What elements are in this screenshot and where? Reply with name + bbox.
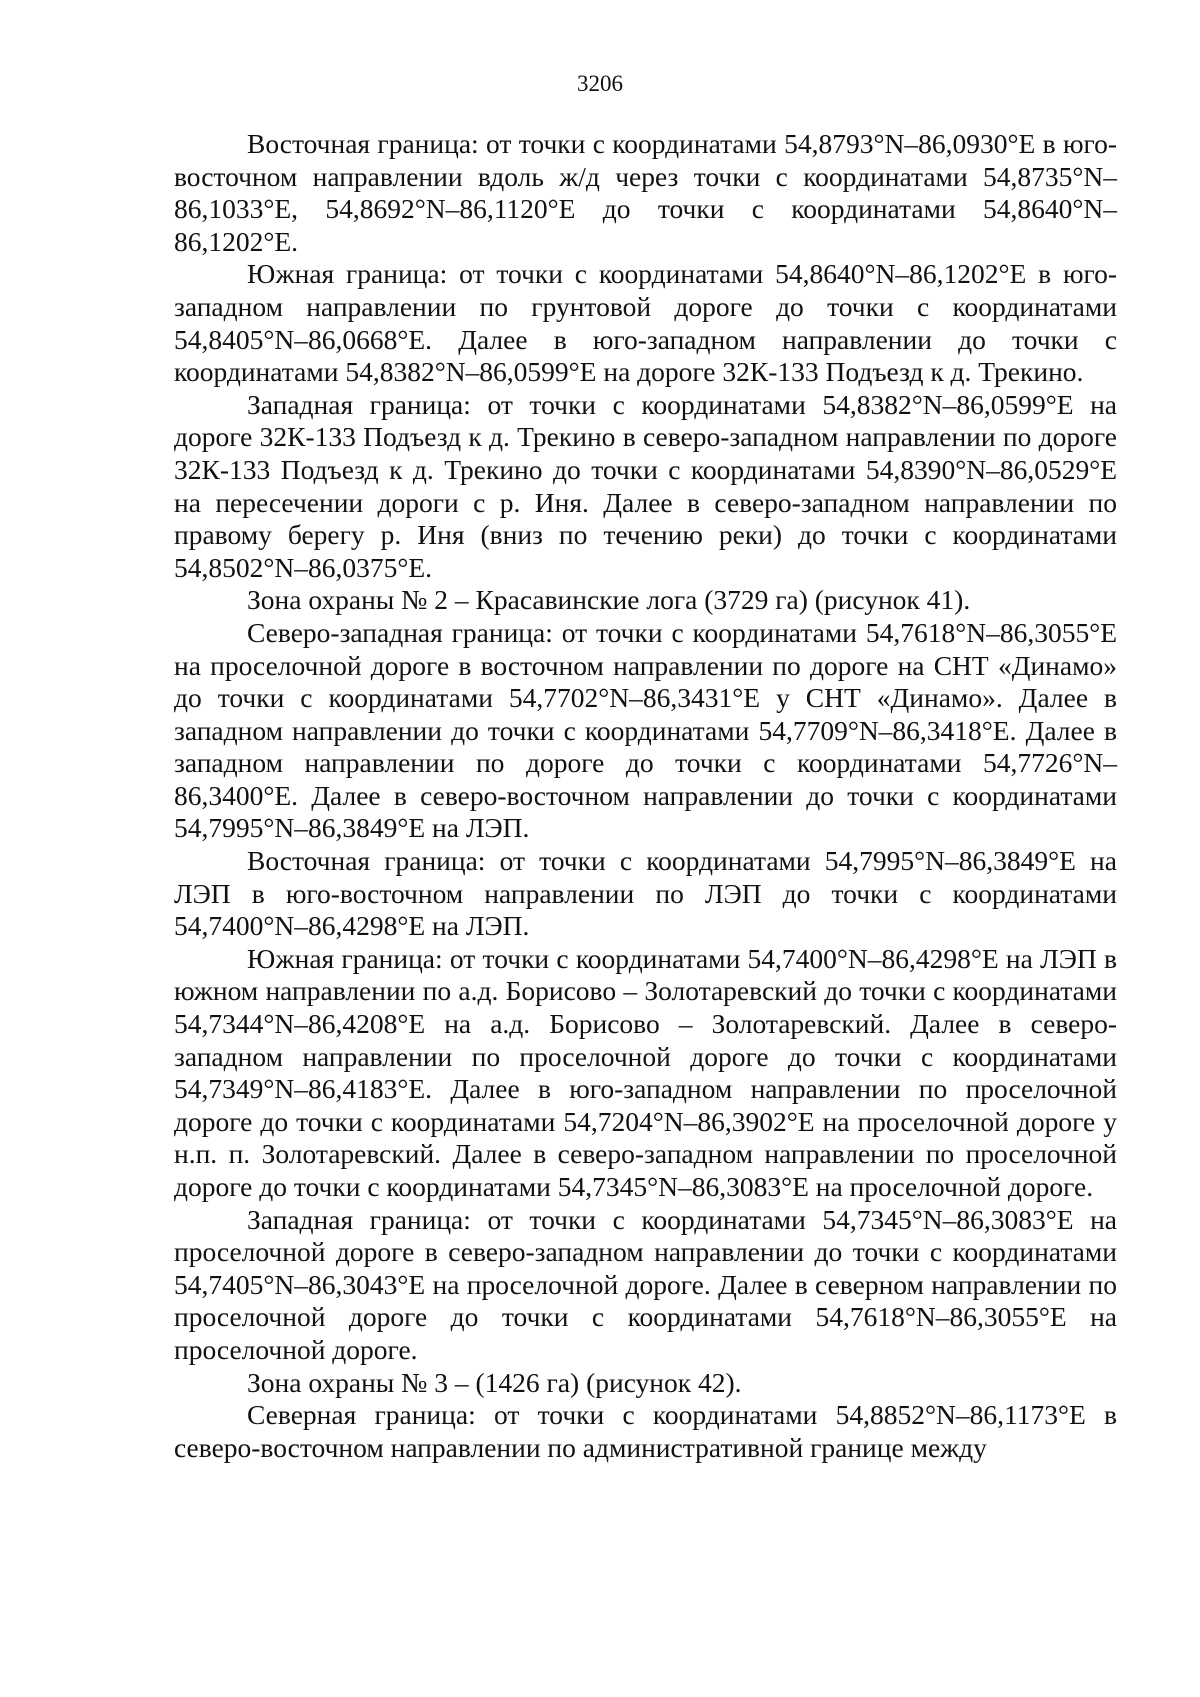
document-body (174, 128, 1117, 1464)
paragraph-north-border-zone-3: Северная граница: от точки с координатами 54,8852°N–86,1173°E в северо-восточном направлении по административной границе между (174, 1399, 1117, 1463)
heading-protection-zone-2: Зона охраны № 2 – Красавинские лога (3729 га) (рисунок 41). (247, 584, 971, 616)
heading-protection-zone-3: Зона охраны № 3 – (1426 га) (рисунок 42). (247, 1366, 742, 1398)
page-number: 3206 (577, 71, 623, 96)
paragraph-west-border-zone-1: Западная граница: от точки с координатами 54,8382°N–86,0599°E на дороге 32К-133 Подъезд к д. Трекино в северо-западном направлении по дороге 32К-133 Подъезд к д. Трекино до точки с координатами 54,8390°N–86,0529°E на пересечении дороги с р. Иня. Далее в северо-западном направлении по правому берегу р. Иня (вниз по течению реки) до точки с координатами 54,8502°N–86,0375°E. (174, 388, 1117, 583)
paragraph-east-border-zone-2: Восточная граница: от точки с координатами 54,7995°N–86,3849°E на ЛЭП в юго-восточном направлении по ЛЭП до точки с координатами 54,7400°N–86,4298°E на ЛЭП. (174, 845, 1117, 942)
paragraph-northwest-border-zone-2: Северо-западная граница: от точки с координатами 54,7618°N–86,3055°E на проселочной дороге в восточном направлении по дороге на СНТ «Динамо» до точки с координатами 54,7702°N–86,3431°E у СНТ «Динамо». Далее в западном направлении до точки с координатами 54,7709°N–86,3418°E. Далее в западном направлении по дороге до точки с координатами 54,7726°N–86,3400°E. Далее в северо-восточном направлении до точки с координатами 54,7995°N–86,3849°E на ЛЭП. (174, 616, 1117, 844)
paragraph-south-border-zone-2: Южная граница: от точки с координатами 54,7400°N–86,4298°E на ЛЭП в южном направлении по а.д. Борисово – Золотаревский до точки с координатами 54,7344°N–86,4208°E на а.д. Борисово – Золотаревский. Далее в северо-западном направлении по проселочной дороге до точки с координатами 54,7349°N–86,4183°E. Далее в юго-западном направлении по проселочной дороге до точки с координатами 54,7204°N–86,3902°E на проселочной дороге у н.п. п. Золотаревский. Далее в северо-западном направлении по проселочной дороге до точки с координатами 54,7345°N–86,3083°E на проселочной дороге. (174, 942, 1117, 1202)
paragraph-west-border-zone-2: Западная граница: от точки с координатами 54,7345°N–86,3083°E на проселочной дороге в северо-западном направлении до точки с координатами 54,7405°N–86,3043°E на проселочной дороге. Далее в северном направлении по проселочной дороге до точки с координатами 54,7618°N–86,3055°E на проселочной дороге. (174, 1203, 1117, 1365)
paragraph-south-border-zone-1: Южная граница: от точки с координатами 54,8640°N–86,1202°E в юго-западном направлении по грунтовой дороге до точки с координатами 54,8405°N–86,0668°E. Далее в юго-западном направлении до точки с координатами 54,8382°N–86,0599°E на дороге 32К-133 Подъезд к д. Трекино. (174, 258, 1117, 388)
paragraph-east-border-zone-1: Восточная граница: от точки с координатами 54,8793°N–86,0930°E в юго-восточном направлении вдоль ж/д через точки с координатами 54,8735°N–86,1033°E, 54,8692°N–86,1120°E до точки с координатами 54,8640°N–86,1202°E. (174, 128, 1117, 257)
